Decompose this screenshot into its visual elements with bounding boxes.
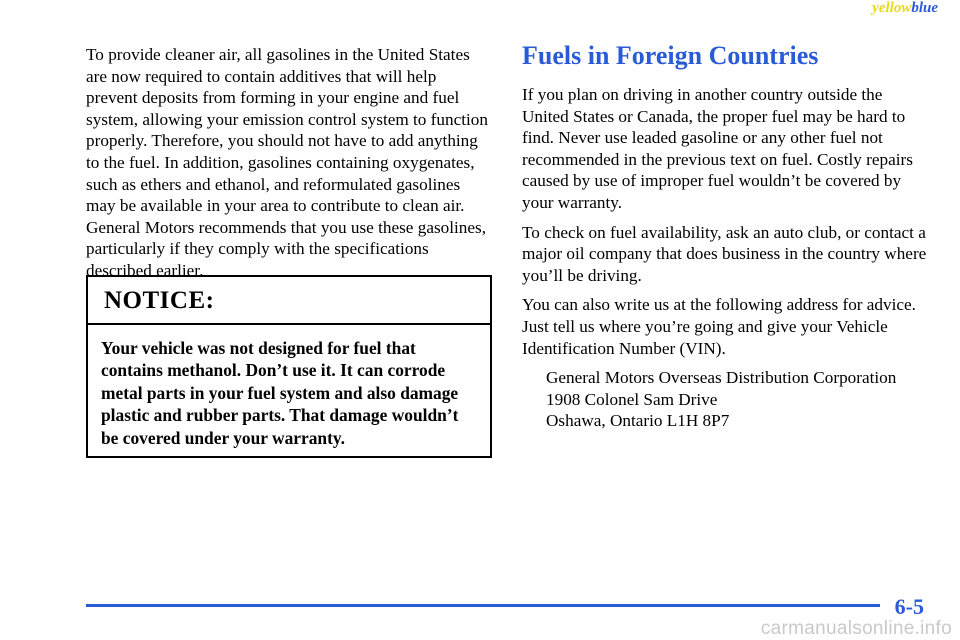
address-line-company: General Motors Overseas Distribution Corporation: [546, 368, 897, 388]
address-line-city: Oshawa, Ontario L1H 8P7: [546, 411, 730, 431]
write-us-paragraph: You can also write us at the following address for advice. Just tell us where you’re going and give your Vehicle Identification Number (VIN).: [522, 295, 916, 358]
section-title: Fuels in Foreign Countries: [522, 41, 819, 70]
fuel-availability-paragraph: To check on fuel availability, ask an auto club, or contact a major oil company that does business in the country where you’ll be driving.: [522, 222, 927, 285]
notice-heading: NOTICE:: [88, 277, 490, 325]
clean-air-paragraph: To provide cleaner air, all gasolines in the United States are now required to contain additives that will help prevent deposits from forming in your engine and fuel system, allowing your emission control system to function properly. Therefore, you should not have to add anything to the fuel. In addition, gasolines containing oxygenates, such as ethers and ethanol, and reformulated gasolines may be available in your area to contribute to clean air. General Motors recommends that you use these gasolines, particularly if they comply with the specifications described earlier.: [86, 45, 488, 280]
foreign-fuel-paragraph: If you plan on driving in another country outside the United States or Canada, the proper fuel may be hard to find. Never use leaded gasoline or any other fuel not recommended in the previous text on fuel. Costly repairs caused by use of improper fuel wouldn’t be covered by your warranty.: [522, 85, 913, 212]
color-tag-yellow: yellow: [872, 0, 912, 16]
footer-rule: [86, 604, 880, 607]
notice-text: Your vehicle was not designed for fuel that contains methanol. Don’t use it. It can corrode metal parts in your fuel system and also damage plastic and rubber parts. That damage wouldn’t be covered under your warranty.: [101, 338, 459, 448]
left-column: [86, 44, 492, 282]
notice-box: [86, 275, 492, 458]
right-column: [522, 40, 932, 432]
address-line-street: 1908 Colonel Sam Drive: [546, 389, 718, 409]
mailing-address: [546, 367, 932, 432]
page-number: 6-5: [894, 594, 924, 619]
watermark: carmanualsonline.info: [760, 618, 952, 639]
color-tag: [872, 0, 938, 17]
color-tag-blue: blue: [911, 0, 938, 16]
